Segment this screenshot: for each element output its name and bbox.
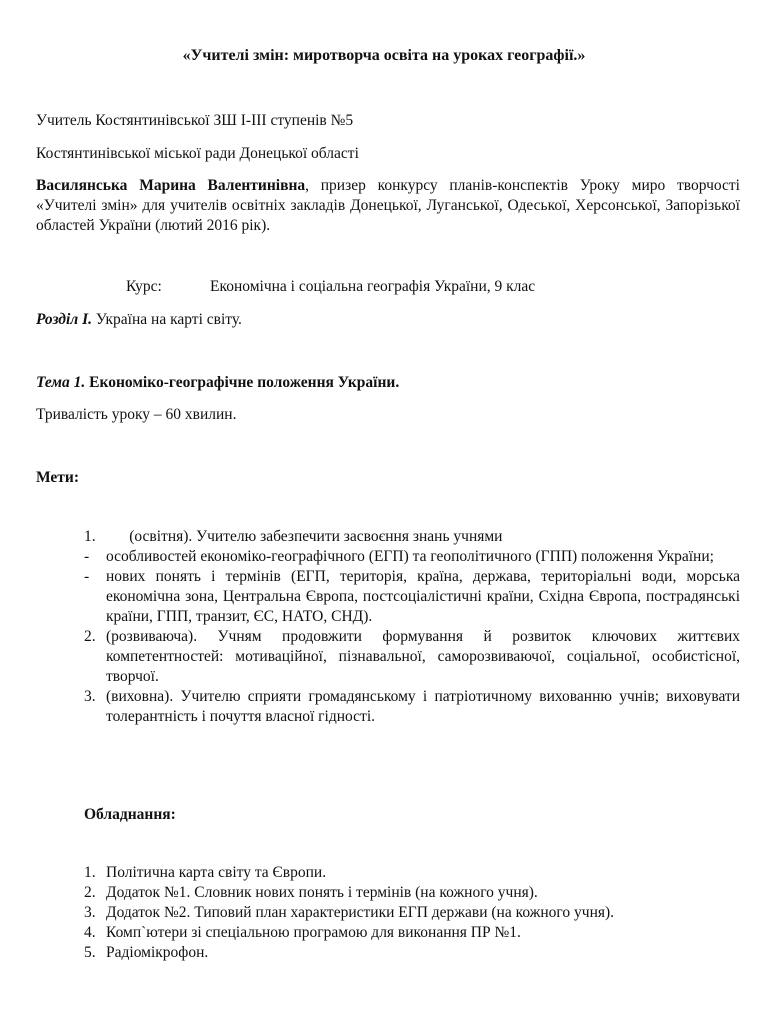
goals-heading: Мети: xyxy=(36,469,80,486)
equipment-text: Додаток №2. Типовий план характеристики ЕГП держави (на кожного учня). xyxy=(106,904,615,921)
equipment-item xyxy=(84,883,740,903)
topic-value: Економіко-географічне положення України. xyxy=(85,374,400,391)
equipment-text: Політична карта світу та Європи. xyxy=(106,864,327,881)
author-name: Василянська Марина Валентинівна xyxy=(36,177,306,194)
goal-text: (виховна). Учителю сприяти громадянському і патріотичному вихованню учнів; виховувати толерантність і почуття власної гідності. xyxy=(106,688,740,725)
goal-marker: 2. xyxy=(84,628,96,645)
goal-text: (освітня). Учителю забезпечити засвоєння знань учнями xyxy=(106,528,503,545)
equipment-item xyxy=(84,943,740,963)
teacher-council-line: Костянтинівської міської ради Донецької області xyxy=(36,145,359,162)
equipment-text: Комп`ютери зі спеціальною програмою для виконання ПР №1. xyxy=(106,924,521,941)
equipment-list xyxy=(84,863,740,963)
equipment-item xyxy=(84,923,740,943)
goal-text: особливостей економіко-географічного (ЕГП) та геополітичного (ГПП) положення України; xyxy=(106,548,714,565)
goal-marker: 3. xyxy=(84,688,96,705)
topic-label: Тема 1. xyxy=(36,374,86,391)
goal-item xyxy=(84,627,740,687)
equipment-number: 5. xyxy=(84,944,96,961)
equipment-number: 2. xyxy=(84,884,96,901)
goal-item xyxy=(84,567,740,627)
section-label: Розділ І. xyxy=(36,311,93,328)
topic-line xyxy=(36,373,740,393)
goal-marker: - xyxy=(84,568,90,585)
equipment-text: Радіомікрофон. xyxy=(106,944,209,961)
teacher-school-line: Учитель Костянтинівської ЗШ І-ІІІ ступенів №5 xyxy=(36,112,354,129)
duration-line: Тривалість уроку – 60 хвилин. xyxy=(36,406,237,423)
course-value: Економічна і соціальна географія України, 9 клас xyxy=(210,278,536,295)
author-paragraph xyxy=(36,176,740,236)
course-row xyxy=(126,277,535,297)
equipment-text: Додаток №1. Словник нових понять і термінів (на кожного учня). xyxy=(106,884,538,901)
author-description: , призер конкурсу планів-конспектів Уроку миро творчості «Учителі змін» для учителів освітніх закладів Донецької, Луганської, Одеської, Херсонської, Запорізької областей України (лютий 2016 рік). xyxy=(36,177,740,234)
equipment-number: 3. xyxy=(84,904,96,921)
equipment-number: 4. xyxy=(84,924,96,941)
goal-item xyxy=(84,687,740,727)
document-title: «Учителі змін: миротворча освіта на уроках географії.» xyxy=(182,47,586,64)
equipment-number: 1. xyxy=(84,864,96,881)
goal-item xyxy=(84,527,740,547)
goal-text: (розвиваюча). Учням продовжити формування й розвиток ключових життєвих компетентностей: мотиваційної, пізнавальної, саморозвиваючої, соціальної, особистісної, творчої. xyxy=(106,628,740,685)
section-line xyxy=(36,310,740,330)
equipment-item xyxy=(84,903,740,923)
course-label: Курс: xyxy=(126,278,162,295)
goal-text: нових понять і термінів (ЕГП, територія, країна, держава, територіальні води, морська економічна зона, Центральна Європа, постсоціалістичні країни, Східна Європа, пострадянські країни, ГПП, транзит, ЄС, НАТО, СНД). xyxy=(106,568,740,625)
goals-list xyxy=(84,527,740,727)
goal-marker: - xyxy=(84,548,90,565)
goal-item xyxy=(84,547,740,567)
equipment-item xyxy=(84,863,740,883)
equipment-heading: Обладнання: xyxy=(84,806,176,823)
goal-marker: 1. xyxy=(84,528,96,545)
section-value: Україна на карті світу. xyxy=(92,311,242,328)
